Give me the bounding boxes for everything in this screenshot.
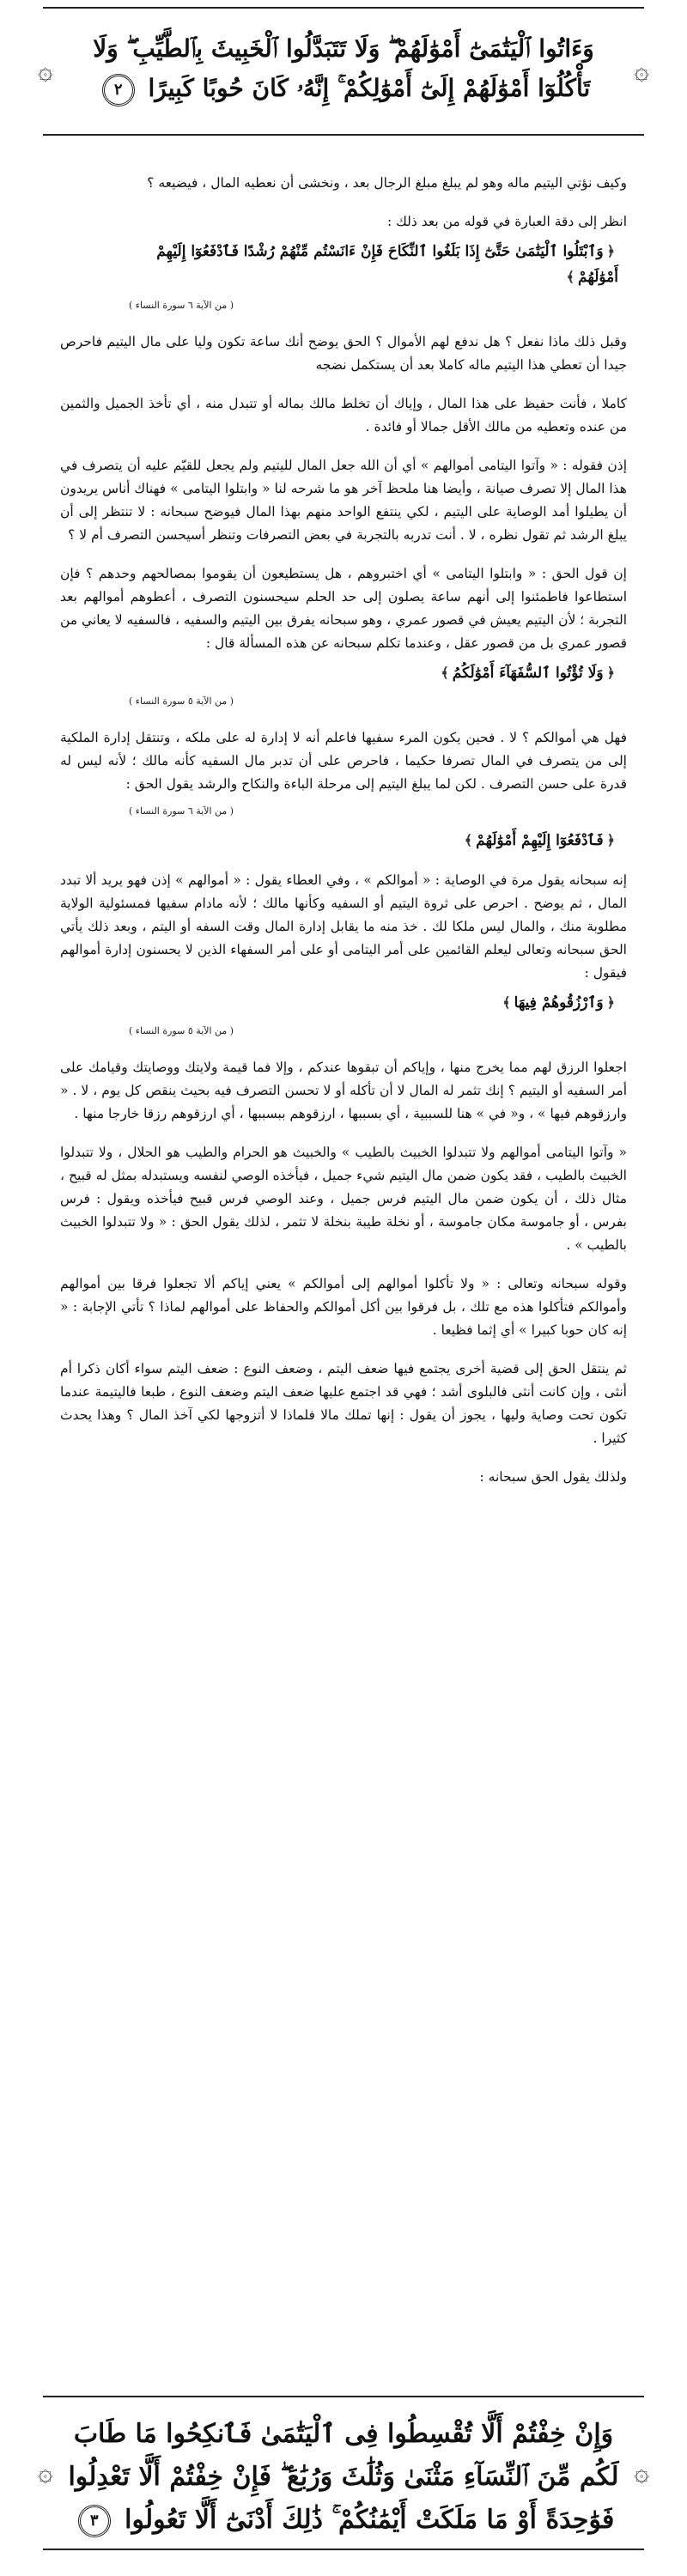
ayah-number: ٢: [102, 74, 135, 106]
brace-icon: ﴾: [502, 994, 511, 1011]
paragraph: انظر إلى دقة العبارة في قوله من بعد ذلك :: [386, 214, 627, 229]
quran-quote: [60, 990, 627, 1016]
brace-icon: ﴾: [566, 269, 575, 285]
paragraph: كاملا ، فأنت حفيظ على هذا المال ، وإياك أن تخلط مالك بماله أو تتبدل منه ، أي تأخذ الجميل والثمين من عنده وتعطيه من مالك الأقل جمالا أو فائدة .: [60, 396, 627, 434]
brace-icon: ﴾: [441, 665, 449, 681]
verse-reference: ( من الآية ٦ سورة النساء ): [129, 300, 234, 311]
ornament-icon: ۞: [38, 2458, 53, 2488]
paragraph: إن قول الحق : « وابتلوا اليتامى » أي اختبروهم ، هل يستطيعون أن يقوموا بمصالحهم وحدهم ؟ فإن استطاعوا فاطمئنوا إلى أنهم ساعة يصلون إلى حد الحلم سيحسنون التصرف ، أعطوهم أموالهم بعد التجربة ؛ لأن اليتيم يعيش في قصور عمري ، وهو سبحانه يفرق بين اليتيم والسفيه ، فالسفيه لا يعاني من قصور عمري بل من قصور عقل ، وعندما تكلم سبحانه عن هذه المسألة قال :: [60, 566, 627, 651]
quote-text: أَمْوَٰلَهُمْ: [578, 269, 618, 286]
verse-line: وَءَاتُوا ٱلْيَتَٰمَىٰٓ أَمْوَٰلَهُمْ ۖ وَلَا تَتَبَدَّلُوا ٱلْخَبِيثَ بِٱلطَّيِّبِ ۖ وَلَا: [93, 34, 594, 63]
ornament-icon: ۞: [634, 56, 649, 86]
paragraph: وقبل ذلك ماذا نفعل ؟ هل ندفع لهم الأموال ؟ الحق يوضح أنك ساعة تكون وليا على مال اليتيم فاحرص جيدا أن تعطي هذا اليتيم ماله كاملا بعد أن يستكمل نضجه: [60, 334, 627, 373]
quran-quote: [60, 660, 627, 686]
quote-text: وَٱرْزُقُوهُمْ فِيهَا: [514, 994, 604, 1012]
ayah-number: ٣: [78, 2505, 111, 2537]
ornament-icon: ۞: [634, 2458, 649, 2488]
paragraph: وكيف نؤتي اليتيم ماله وهو لم يبلغ مبلغ الرجال بعد ، ونخشى أن نعطيه المال ، فيضيعه ؟: [147, 175, 627, 191]
quote-text: وَٱبْتَلُوا ٱلْيَتَٰمَىٰ حَتَّىٰٓ إِذَا بَلَغُوا ٱلنِّكَاحَ فَإِنْ ءَانَسْتُم مِّنْهُمْ رُشْدًا فَٱدْفَعُوٓا إِلَيْهِمْ: [156, 243, 604, 260]
verse-reference: ( من الآية ٥ سورة النساء ): [129, 696, 234, 707]
paragraph: ولذلك يقول الحق سبحانه :: [479, 1469, 627, 1485]
verse-reference: ( من الآية ٦ سورة النساء ): [129, 805, 234, 817]
paragraph: فهل هي أموالكم ؟ لا . فحين يكون المرء سفيها فاعلم أنه لا إدارة له على ملكه ، وتنتقل إدارة الملكية إلى من يتصرف في المال تصرفا حكيما ، فاحرص على أن تدبر مال السفيه كأنه مالك ؛ لأنه ليس له قدرة على حسن التصرف . لكن لما يبلغ اليتيم إلى مرحلة الباءة والنكاح والرشد يقول الحق :: [60, 730, 627, 792]
verse-line: وَإِنْ خِفْتُمْ أَلَّا تُقْسِطُوا فِى ٱلْيَتَٰمَىٰ فَٱنكِحُوا مَا طَابَ: [73, 2419, 614, 2449]
brace-icon: ﴿: [606, 665, 615, 681]
verse-line: [43, 69, 644, 108]
verse-text: فَوَٰحِدَةً أَوْ مَا مَلَكَتْ أَيْمَٰنُكُمْ ۚ ذَٰلِكَ أَدْنَىٰٓ أَلَّا تَعُولُوا: [125, 2505, 615, 2535]
ornament-icon: ۞: [38, 56, 53, 86]
quote-text: وَلَا تُؤْتُوا ٱلسُّفَهَآءَ أَمْوَٰلَكُمُ: [452, 665, 604, 682]
paragraph: « وآتوا اليتامى أموالهم ولا تتبدلوا الخبيث بالطيب » والخبيث هو الحرام والطيب هو الحلال ، ولا تتبدلوا الخبيث بالطيب ، فقد يكون ضمن مال اليتيم شيء جميل ، فيأخذه الوصي لنفسه ويستبدله بمثل له قبيح ، مثال ذلك ، أن يكون ضمن مال اليتيم فرس جميل ، وعند الوصي فرس قبيح فيأخذه ويقول : فرس بفرس ، أو جاموسة مكان جاموسة ، أو نخلة طيبة بنخلة لا تثمر ، لذلك يقول الحق : « ولا تتبدلوا الخبيث بالطيب » .: [60, 1145, 627, 1253]
quote-text: فَٱدْفَعُوٓا إِلَيْهِمْ أَمْوَٰلَهُمْ: [476, 832, 604, 849]
verse-text: تَأْكُلُوٓا أَمْوَٰلَهُمْ إِلَىٰٓ أَمْوَٰلِكُمْ ۚ إِنَّهُۥ كَانَ حُوبًا كَبِيرًا: [148, 74, 591, 102]
paragraph: اجعلوا الرزق لهم مما يخرج منها ، وإياكم أن تبقوها عندكم ، وإلا فما قيمة ولايتك ووصايتك وقيامك على أمر السفيه أو اليتيم ؟ إنك تثمر له المال لا أن تأكله أو لا تحسن التصرف فيه بحيث ينقص كل يوم ، لا . « وارزقوهم فيها » ، و« في » هنا للسببية ، أي بسببها ، ارزقوهم ببسببها ، أي ارزقوهم رزقا خارجا منها .: [60, 1060, 627, 1121]
verse-line: لَكُم مِّنَ ٱلنِّسَآءِ مَثْنَىٰ وَثُلَٰثَ وَرُبَٰعَ ۖ فَإِنْ خِفْتُمْ أَلَّا تَعْدِلُوا: [68, 2462, 619, 2492]
paragraph: وقوله سبحانه وتعالى : « ولا تأكلوا أموالهم إلى أموالكم » يعني إياكم ألا تجعلوا فرقا بين أموالهم وأموالكم فتأكلوا هذه مع تلك ، بل فرقوا بين أكل أموالكم والحفاظ على أموالهم لماذا ؟ تأتي الإجابة : « إنه كان حوبا كبيرا » أي إثما فظيعا .: [60, 1276, 627, 1338]
paragraph: إنه سبحانه يقول مرة في الوصاية : « أموالكم » ، وفي العطاء يقول : « أموالهم » إذن فهو يريد ألا تبدد المال ، ثم يوضح . احرص على ثروة اليتيم أو السفيه وكأنها مالك ؛ لأنه مادام سفيها فمسئولية الولاية مطلوبة منك ، والمال ليس ملكا لك . خذ منه ما يقابل إدارة المال وقت السفه أو اليتم ، وبعد ذلك يأتي الحق سبحانه وتعالى ليعلم القائمين على أمر اليتامى أو على أمر السفهاء الذين لا يحسنون إدارة أموالهم فيقول :: [60, 872, 627, 981]
commentary-body: [60, 172, 627, 1504]
quran-quote: [60, 828, 627, 854]
verse-reference: ( من الآية ٥ سورة النساء ): [129, 1025, 234, 1036]
brace-icon: ﴾: [464, 832, 473, 848]
brace-icon: ﴿: [606, 243, 615, 259]
quran-quote: [60, 239, 627, 290]
brace-icon: ﴿: [606, 994, 615, 1011]
brace-icon: ﴿: [606, 832, 615, 848]
verse-line: [43, 2499, 644, 2542]
bottom-verse-frame: [38, 2396, 649, 2550]
paragraph: إذن فقوله : « وآتوا اليتامى أموالهم » أي أن الله جعل المال لليتيم ولم يجعل للقيّم عليه أن يتصرف في هذا المال إلا تصرف صيانة ، وأيضا هنا ملحظ آخر هو ما شرحه لنا « وابتلوا اليتامى » فهناك أناس يريدون أن يطيلوا أمد الوصاية على اليتيم ، لكي ينتفع الواحد منهم بهذا المال فيوضح سبحانه : لا تنتظر إلى أن يبلغ الرشد ثم تقول نظره ، لا . أنت تدربه بالتجربة في بعض التصرفات وتنظر أسيحسن التصرف أم لا ؟: [60, 458, 627, 543]
top-verse-frame: [38, 7, 649, 136]
paragraph: ثم ينتقل الحق إلى قضية أخرى يجتمع فيها ضعف اليتم ، وضعف النوع : ضعف اليتم سواء أكان ذكرا أم أنثى ، وإن كانت أنثى فالبلوى أشد ؛ فهي قد اجتمع عليها ضعف اليتم وضعف النوع ، طبعا فاليتيمة عندما تكون تحت وصاية وليها ، يجوز أن يقول : إنها تملك مالا فلماذا لا أتزوجها لكي آخذ المال ؟ وهذا يحدث كثيرا .: [60, 1361, 627, 1446]
